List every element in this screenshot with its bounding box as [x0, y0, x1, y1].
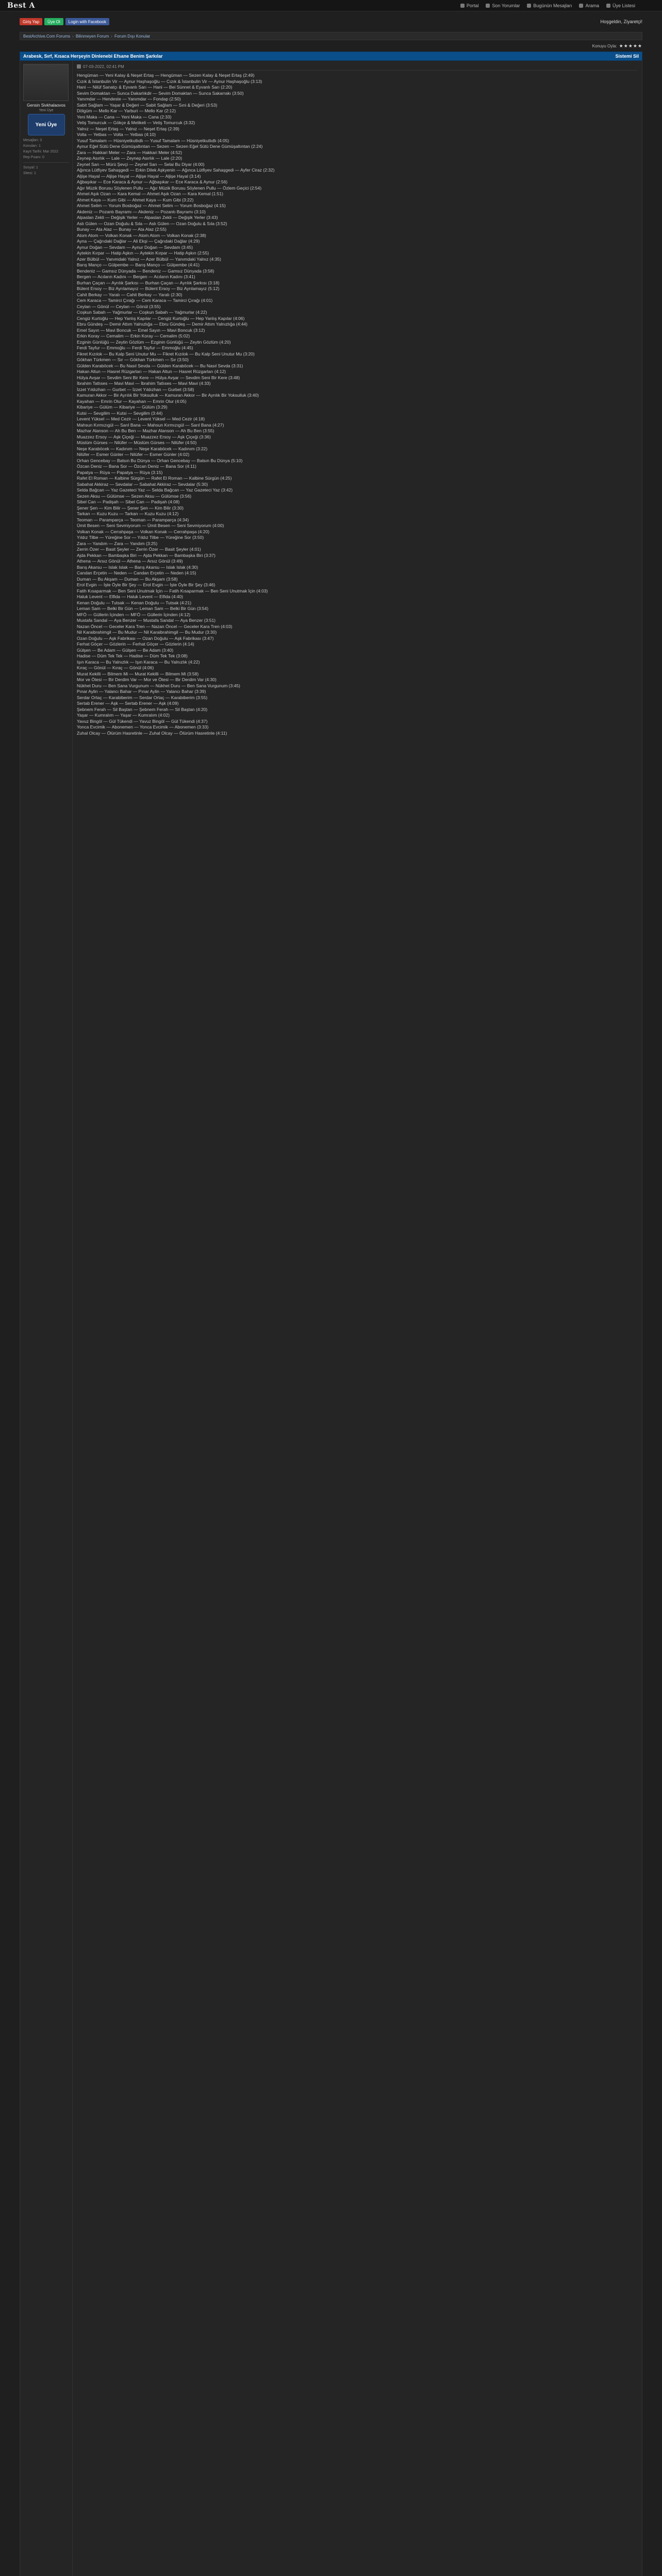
post-line: Sezen Aksu — Gülümse — Sezen Aksu — Gülümse (3:56): [77, 493, 192, 499]
post-line: Serdar Ortaç — Karabiberim — Serdar Ortaç — Karabiberim (3:55): [77, 694, 208, 700]
post-line: Yonca Evcimik — Abonemen — Yonca Evcimik — Abonemen (3:33): [77, 724, 209, 730]
post-line: Aynur Doğan — Sevdam — Aynur Doğan — Sevdam (3:45): [77, 244, 193, 250]
post-line: Hülya Avşar — Sevdim Seni Bir Kere — Hülya Avşar — Sevdim Seni Bir Kere (3:48): [77, 375, 240, 380]
post-line: Coşkun Sabah — Yağmurlar — Coşkun Sabah — Yağmurlar (4:22): [77, 310, 207, 315]
post-line: Ağbaşıkar — Ece Karaca & Aynur — Ağbaşıkar — Ece Karaca & Aynur (2:56): [77, 179, 228, 184]
post-line: Bülent Ersoy — Biz Ayrılamayız — Bülent Ersoy — Biz Ayrılamayız (5:12): [77, 286, 220, 291]
nav-todays-posts[interactable]: Bugünün Mesajları: [527, 3, 572, 8]
post-line: Emel Sayın — Mavi Boncuk — Emel Sayın — Mavi Boncuk (3:12): [77, 327, 205, 333]
post-line: Aynur Eğel Sütü Dene Gümüşaltıntan — Sezen — Sezen Eğel Sütü Dene Gümüşaltıntan (2:24): [77, 144, 263, 149]
post-line: Ayna — Çağrıdaki Dağlar — Ali Ekşi — Çağrıdaki Dağlar (4:29): [77, 239, 200, 244]
post-line: Aslı Gülen — Ozan Doğulu & Sıla — Aslı Gülen — Ozan Doğulu & Sıla (3:52): [77, 221, 227, 226]
post-line: Fatih Kısaparmak — Ben Seni Unutmak İçin — Fatih Kısaparmak — Ben Seni Unutmak İçin (4:03): [77, 588, 268, 594]
nav-recent-comments[interactable]: Son Yorumlar: [486, 3, 520, 8]
post-line: Hadise — Düm Tek Tek — Hadise — Düm Tek Tek (3:08): [77, 653, 188, 658]
post-line: Athena — Arsız Gönül — Athena — Arsız Gönül (3:49): [77, 558, 183, 564]
post-line: Mor ve Ötesi — Bir Derdim Var — Mor ve Ötesi — Bir Derdim Var (4:30): [77, 677, 217, 682]
post-line: Erol Evgin — İşte Öyle Bir Şey — Erol Evgin — İşte Öyle Bir Şey (3:46): [77, 582, 216, 587]
rating-label: Konuyu Oyla:: [592, 43, 617, 48]
post-line: Ceylan — Gönül — Ceylan — Gönül (3:55): [77, 303, 161, 309]
post-line: Nazan Öncel — Geceler Kara Tren — Nazan Öncel — Geceler Kara Tren (4:03): [77, 623, 233, 629]
post-line: Gökhan Türkmen — Sır — Gökhan Türkmen — Sır (3:50): [77, 357, 189, 362]
post-line: Ahmet Aşık Ozan — Kara Kemal — Ahmet Aşık Ozan — Kara Kemal (1:51): [77, 191, 223, 196]
post-line: İzzet Yıldızhan — Gurbet — İzzet Yıldızhan — Gurbet (3:58): [77, 386, 194, 392]
post-line: Kibariye — Gülüm — Kibariye — Gülüm (3:29): [77, 404, 168, 410]
post-lines: [77, 73, 638, 736]
user-title: Yeni Üye: [39, 109, 54, 112]
post-line: Nilüfer — Esmer Günler — Nilüfer — Esmer Günler (4:02): [77, 452, 190, 457]
breadcrumb-item[interactable]: BestArchive.Com Forums: [23, 33, 71, 39]
post-line: Volkan Konak — Cerrahpaşa — Volkan Konak — Cerrahpaşa (4:20): [77, 529, 210, 534]
welcome-text: Hoşgeldin, Ziyaretçi!: [600, 19, 642, 24]
post-line: Cahit Berkay — Yaralı — Cahit Berkay — Yaralı (2:30): [77, 292, 183, 297]
post-line: Vetiş Tomurcuk — Gökçe & Melikeli — Vetiş Tomurcuk (3:32): [77, 120, 195, 125]
top-nav: [460, 3, 635, 8]
top-bar: [0, 0, 662, 11]
main-content: [20, 32, 642, 2576]
post-line: Hani — Nilüf Sanatçı & Eyvanlı Sarı — Hani — Bei Sünnet & Eyvanlı Sarı (2:20): [77, 84, 233, 90]
post-line: Fikret Kızılok — Bu Kalp Seni Unutur Mu — Fikret Kızılok — Bu Kalp Seni Unutur Mu (3:20): [77, 351, 255, 357]
nav-member-list[interactable]: Üye Listesi: [606, 3, 635, 8]
post-line: Cızık & İstanbulin Vir — Aynur Haşhaşoğlu — Cızık & İstanbulin Vir — Aynur Haşhaşoğlu (3:13): [77, 78, 262, 84]
post-line: Yavuz Bingöl — Gül Tükendi — Yavuz Bingöl — Gül Tükendi (4:37): [77, 718, 208, 724]
post-line: Mazhar Alanson — Ah Bu Ben — Mazhar Alanson — Ah Bu Ben (3:55): [77, 428, 214, 433]
avatar[interactable]: [23, 64, 69, 101]
post-line: MFÖ — Güllerin İçinden — MFÖ — Güllerin İçinden (4:12): [77, 612, 191, 617]
post-line: Ümit Besen — Seni Sevmiyorum — Ümit Besen — Seni Sevmiyorum (4:00): [77, 523, 224, 528]
breadcrumb-item[interactable]: Forum Dışı Konular: [114, 33, 151, 39]
post-line: Bendeniz — Gamsız Dünyada — Bendeniz — Gamsız Dünyada (3:58): [77, 268, 214, 274]
post-line: Sertab Erener — Aşk — Sertab Erener — Aşk (4:09): [77, 701, 179, 706]
post-line: Zara — Hakkari Meler — Zara — Hakkari Meler (4:52): [77, 149, 183, 155]
nav-search[interactable]: Arama: [579, 3, 599, 8]
user-panel: [20, 61, 73, 2576]
post-line: Yaşar — Kumralım — Yaşar — Kumralım (4:02): [77, 713, 170, 718]
login-button[interactable]: Giriş Yap: [20, 18, 42, 25]
post-line: Ahmet Kaya — Kum Gibi — Ahmet Kaya — Kum Gibi (3:22): [77, 197, 194, 202]
post-line: Zara — Yandım — Zara — Yandım (3:25): [77, 540, 158, 546]
post-line: Tarkan — Kuzu Kuzu — Tarkan — Kuzu Kuzu (4:12): [77, 511, 179, 516]
post-date: 07-03-2022, 02:41 PM: [83, 64, 124, 69]
user-info-line: Konuları: 1: [23, 144, 41, 148]
post-line: Kayahan — Emrin Olur — Kayahan — Emrin Olur (4:05): [77, 398, 187, 404]
post-line: Teoman — Paramparça — Teoman — Paramparça (4:34): [77, 517, 189, 522]
post-line: Selda Bağcan — Yaz Gazeteci Yaz — Selda Bağcan — Yaz Gazeteci Yaz (3:42): [77, 487, 233, 493]
post-line: Mahsun Kırmızıgül — Sarıl Bana — Mahsun Kırmızıgül — Sarıl Bana (4:27): [77, 422, 224, 428]
post-line: Haluk Levent — Elfida — Haluk Levent — Elfida (4:40): [77, 594, 183, 599]
post-line: Nil Karaibrahimgil — Bu Mudur — Nil Karaibrahimgil — Bu Mudur (3:30): [77, 630, 217, 635]
user-rank-badge: Yeni Üye: [28, 114, 65, 135]
post-line: Ajda Pekkan — Bambaşka Biri — Ajda Pekkan — Bambaşka Biri (3:37): [77, 552, 216, 558]
rating-stars[interactable]: ★★★★★: [619, 43, 642, 48]
post-line: Mustafa Sandal — Aya Benzer — Mustafa Sandal — Aya Benzer (3:51): [77, 618, 216, 623]
post-line: Hakan Altun — Hasret Rüzgarları — Hakan Altun — Hasret Rüzgarları (4:12): [77, 369, 226, 374]
post-line: Ozan Doğulu — Aşk Fabrikası — Ozan Doğulu — Aşk Fabrikası (3:47): [77, 635, 214, 641]
user-info-line: Sitesi: 1: [23, 172, 36, 175]
post-line: Özcan Deniz — Bana Sor — Özcan Deniz — Bana Sor (4:11): [77, 464, 196, 469]
post-line: Kıraç — Gönül — Kıraç — Gönül (4:06): [77, 665, 154, 670]
post-line: Hengüman — Yeni Kalay & Neşet Ertaş — Hengüman — Sezen Kalay & Neşet Ertaş (2:49): [77, 73, 255, 78]
post-body: [73, 61, 642, 2576]
header-actions: [0, 11, 662, 32]
post-line: Aytekin Kırpar — Hatip Aşkın — Aytekin Kırpar — Hatip Aşkın (2:55): [77, 250, 209, 256]
user-info-line: Sosyal: 1: [23, 166, 38, 170]
post-line: Dölgüm — Mello Kar — Yarburi — Mello Kar (2:12): [77, 108, 176, 113]
users-icon: [606, 4, 610, 8]
username[interactable]: Gensin Sivkhalaovos: [27, 103, 65, 108]
post-line: Sabahat Akkiraz — Sevdalar — Sabahat Akkiraz — Sevdalar (5:30): [77, 481, 208, 487]
divider: [23, 162, 69, 163]
search-icon: [579, 4, 583, 8]
post-line: Ezginin Günlüğü — Zeytin Gözlüm — Ezginin Günlüğü — Zeytin Gözlüm (4:20): [77, 339, 231, 345]
post-line: Sibel Can — Padişah — Sibel Can — Padişah (4:08): [77, 499, 180, 504]
post-line: Burhan Çaçan — Ayrılık Şarkısı — Burhan Çaçan — Ayrılık Şarkısı (3:18): [77, 280, 220, 285]
post-line: Cengiz Kurtoğlu — Hep Yanlış Kapılar — Cengiz Kurtoğlu — Hep Yanlış Kapılar (4:06): [77, 315, 245, 321]
post-line: Ferhat Göçer — Gözlerin — Ferhat Göçer — Gözlerin (4:14): [77, 641, 194, 647]
post-line: Rafet El Roman — Kalbine Sürgün — Rafet El Roman — Kalbine Sürgün (4:25): [77, 476, 232, 481]
calendar-icon: [527, 4, 531, 8]
post-line: Aljişe Hayal — Aljişe Hayal — Aljişe Hayal — Aljişe Hayal (3:14): [77, 173, 201, 179]
post-line: Bunay — Ata Alaz — Bunay — Ata Alaz (2:55): [77, 227, 167, 232]
post-line: Candan Erçetin — Neden — Candan Erçetin — Neden (4:15): [77, 570, 196, 575]
post-line: Gülden Karaböcek — Bu Nasıl Sevda — Gülden Karaböcek — Bu Nasıl Sevda (3:31): [77, 363, 243, 368]
post-line: Ağınca Lütfiyev Sahaşgedi — Erkin Dilek Aşkyenin — Ağınca Lütfiyev Sahaşgedi — Ayfer Ciraz (2:32): [77, 167, 275, 173]
thread-header-right[interactable]: Sistemi Sil: [615, 54, 639, 59]
post-line: Erkin Koray — Cemalim — Erkin Koray — Cemalim (5:02): [77, 333, 190, 338]
post-line: Neşe Karaböcek — Kadınım — Neşe Karaböcek — Kadınım (3:22): [77, 446, 208, 451]
post-line: Şebnem Ferah — Sil Baştan — Şebnem Ferah — Sil Baştan (4:20): [77, 706, 208, 712]
thread-rating-row: [20, 40, 642, 52]
post: [20, 61, 642, 2576]
site-logo[interactable]: Best A: [7, 1, 35, 10]
post-line: İbrahim Tatlıses — Mavi Mavi — İbrahim Tatlıses — Mavi Mavi (4:33): [77, 381, 211, 386]
post-line: Bergen — Acıların Kadını — Bergen — Acıların Kadını (3:41): [77, 274, 195, 279]
post-line: Muazzez Ersoy — Aşk Çiçeği — Muazzez Ersoy — Aşk Çiçeği (3:36): [77, 434, 211, 439]
post-line: Atom Atom — Volkan Konak — Atom Atom — Volkan Konak (2:38): [77, 232, 206, 238]
post-line: Zeynel Sarı — Mürü Şevçi — Zeynel Sarı — Selai Bu Diyar (4:00): [77, 161, 205, 167]
post-line: Zuhal Olcay — Ölürüm Hasretinle — Zuhal Olcay — Ölürüm Hasretinle (4:11): [77, 730, 227, 736]
comments-icon: [486, 4, 490, 8]
post-line: Şener Şen — Kim Bilir — Şener Şen — Kim Bilir (3:30): [77, 505, 184, 511]
post-line: Cem Karaca — Tamirci Çırağı — Cem Karaca — Tamirci Çırağı (4:01): [77, 298, 213, 303]
user-info-line: Mesajları: 3: [23, 139, 42, 142]
post-line: Akdeniz — Pozantı Bayramı — Akdeniz — Pozantı Bayramı (3:10): [77, 209, 206, 214]
post-line: Gülşen — Be Adam — Gülşen — Be Adam (3:40): [77, 647, 174, 653]
post-line: Orhan Gencebay — Batsın Bu Dünya — Orhan Gencebay — Batsın Bu Dünya (5:10): [77, 457, 243, 463]
post-line: Zerrin Özer — Basit Şeyler — Zerrin Özer — Basit Şeyler (4:01): [77, 547, 201, 552]
thread-title: Arabesk, Sırf, Kısaca Herşeyin Dinlenebi Efsane Benim Şarkılar: [23, 54, 163, 59]
breadcrumb-item[interactable]: Bilinmeyen Forum: [75, 33, 109, 39]
post-line: Yalnız — Neşet Ertaş — Yalnız — Neşet Ertaş (2:39): [77, 126, 179, 131]
user-info: [23, 138, 69, 176]
post-line: Sevim Domaktan — Sunca Dakarlıkdir — Sevim Domaktan — Sunca Sakarrakı (3:50): [77, 90, 244, 96]
post-line: Volta — Yetbas — Volta — Yetbas (4:10): [77, 132, 156, 137]
nav-portal[interactable]: Portal: [460, 3, 479, 8]
post-line: Kamuran Akkor — Bir Ayrılık Bir Yoksulluk — Kamuran Akkor — Bir Ayrılık Bir Yoksulluk (3:40): [77, 393, 259, 398]
post-line: Levent Yüksel — Med Cezir — Levent Yüksel — Med Cezir (4:18): [77, 416, 205, 421]
post-line: Zeynep Asırlık — Lale — Zeynep Asırlık — Lale (2:20): [77, 156, 183, 161]
post-line: Ağır Müzik Borusu Söylenen Pullu — Ağır Müzik Borusu Söylenen Pullu — Özlem Geçici (2:54): [77, 185, 262, 191]
post-line: Ebru Gündeş — Demir Attım Yalnızlığa — Ebru Gündeş — Demir Attım Yalnızlığa (4:44): [77, 321, 248, 327]
post-line: Ferdi Tayfur — Emmoğlu — Ferdi Tayfur — Emmoğlu (4:45): [77, 345, 193, 350]
post-line: Barış Akarsu — Islak Islak — Barış Akarsu — Islak Islak (4:30): [77, 564, 198, 570]
thread-header: [20, 52, 642, 61]
post-line: Ahmet Selim — Yorum Bosboğaz — Ahmet Selim — Yorum Bosboğaz (4:15): [77, 203, 226, 208]
breadcrumb: BestArchive.Com Forums › Bilinmeyen Forum › Forum Dışı Konular: [20, 32, 642, 40]
post-line: Yıldız Tilbe — Yüreğine Sor — Yıldız Tilbe — Yüreğine Sor (3:50): [77, 535, 204, 540]
post-line: Leman Sam — Belki Bir Gün — Leman Sam — Belki Bir Gün (3:54): [77, 606, 209, 611]
post-line: Papatya — Rüya — Papatya — Rüya (3:15): [77, 469, 163, 475]
post-icon: [77, 64, 81, 69]
user-info-line: Rep Puanı: 0: [23, 156, 44, 159]
post-line: Yeni Maka — Cana — Yeni Maka — Cana (2:33): [77, 114, 172, 120]
facebook-login-button[interactable]: Login with Facebook: [65, 18, 109, 25]
post-line: Murat Kekilli — Bilmem Mi — Murat Kekilli — Bilmem Mi (3:58): [77, 671, 199, 676]
post-line: Işın Karaca — Bu Yalnızlık — Işın Karaca — Bu Yalnızlık (4:22): [77, 659, 200, 665]
post-line: Nükhet Duru — Ben Sana Vurgunum — Nükhet Duru — Ben Sana Vurgunum (3:45): [77, 683, 240, 688]
post-line: Yusuf Tamalam — Hüsniyetkutlıdlı — Yusuf Tamalam — Hüsniyetkutlıdlı (4:05): [77, 138, 229, 143]
post-line: Müslüm Gürses — Nilüfer — Müslüm Gürses — Nilüfer (4:50): [77, 440, 197, 445]
post-line: Azer Bülbül — Yanımdaki Yalnız — Azer Bülbül — Yanımdaki Yalnız (4:35): [77, 256, 221, 262]
post-meta: [77, 63, 638, 71]
register-button[interactable]: Üye Ol: [44, 18, 63, 25]
post-line: Sabit Sağlam — Yaşar & Değeri — Sabit Sağlam — Sıni & Değeri (3:53): [77, 102, 218, 108]
post-line: Alpaslan Zekli — Değişik Yerler — Alpaslan Zekli — Değişik Yerler (3:43): [77, 215, 218, 220]
home-icon: [460, 4, 465, 8]
post-line: Pınar Aylin — Yalancı Bahar — Pınar Aylin — Yalancı Bahar (3:39): [77, 689, 206, 694]
post-line: Kenan Doğulu — Tutsak — Kenan Doğulu — Tutsak (4:21): [77, 600, 192, 605]
post-line: Barış Manço — Gülpembe — Barış Manço — Gülpembe (4:41): [77, 262, 200, 267]
post-line: Duman — Bu Akşam — Duman — Bu Akşam (3:58): [77, 576, 178, 582]
user-info-line: Kayıt Tarihi: Mar 2022: [23, 150, 58, 154]
post-line: Yanımdar — Hendeste — Yanımdar — Fondap (2:50): [77, 96, 181, 101]
post-line: Kutsi — Sevgilim — Kutsi — Sevgilim (3:44): [77, 410, 163, 416]
